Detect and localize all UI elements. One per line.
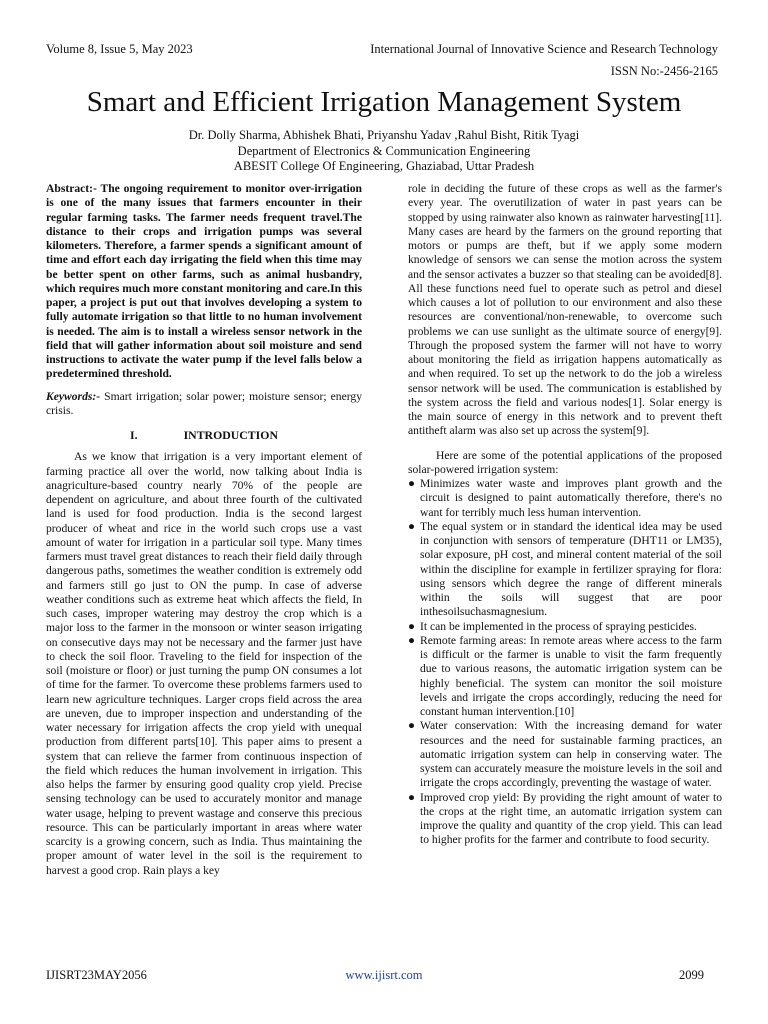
list-item: ● Minimizes water waste and improves plant growth and the circuit is designed to paint automatically therefore, there's no want for terribly much less human intervention. — [408, 477, 722, 519]
section-title: INTRODUCTION — [183, 428, 278, 442]
list-item: ● The equal system or in standard the identical idea may be used in conjunction with sensors of temperature (DHT11 or LM35), solar exposure, pH cost, and mineral content material of the soil within the discipline for example in fertilizer spraying for flora: using sensors which degree the range of different minerals within the soils will suggest that are poor inthesoilsuchasmagnesium. — [408, 519, 722, 619]
list-item: ● Improved crop yield: By providing the right amount of water to the crops at the right time, an automatic irrigation system can improve the quality and quantity of the crop yield. This can lead to higher profits for the farmer and contribute to food security. — [408, 790, 722, 847]
bullet-icon: ● — [408, 477, 416, 490]
list-item: ● Water conservation: With the increasing demand for water resources and the need for sustainable farming practices, an automatic irrigation system can help in conserving water. The system can accurately measure the moisture levels in the soil and irrigate the crops accordingly, preventing the wastage of water. — [408, 719, 722, 790]
bullet-icon: ● — [408, 719, 416, 733]
introduction-paragraph: As we know that irrigation is a very important element of farming practice all over the world, now talking about India is anagriculture-based country nearly 70% of the people are dependent on agriculture, and about three fourth of the cultivated land is used for food production. India is the second largest producer of wheat and rice in the world such crops use a vast amount of water for irrigation in a particular soil type. Many times farmers must travel great distances to reach their field daily through dangerous paths, sometimes the weather condition is extremely odd and farmers still go just to ON the pump. In case of adverse weather conditions such as extreme heat which affects the field, In such cases, improper watering may destroy the crop which is a major loss to the farmer in the monsoon or winter season irrigating on consecutive days may not be necessary and the farmer just have to check the soil floor. Traveling to the field for inspection of the soil (moisture or floor) or just turning the pump ON consumes a lot of time for the farmer. To overcome these problems farmers used to learn new agriculture techniques. Larger crops field across the area are uneven, due to improper inspection and understanding of the water necessary for irrigation affects the crop yield with unequal production from different parts[10]. This paper aims to present a system that can relieve the farmer from continuous inspection of the field which reduces the human involvement in irrigation. This also helps the farmer by ensuring good quality crop yield. Precise sensing technology can be used to accurately monitor and manage water usage, helping to prevent wastage and conserve this precious resource. This can be particularly important in areas where water scarcity is a growing concern, such as India. Thus maintaining the proper amount of water level in the soil is the requirement to harvest a good crop. Rain plays a key — [46, 450, 362, 877]
bullet-icon: ● — [408, 790, 416, 804]
paper-id: IJISRT23MAY2056 — [46, 968, 147, 982]
author-college: ABESIT College Of Engineering, Ghaziabad, Uttar Pradesh — [233, 159, 535, 173]
author-department: Department of Electronics & Communication Engineering — [237, 143, 531, 158]
left-column — [46, 182, 362, 878]
keywords-label: Keywords:- — [46, 389, 101, 403]
abstract: Abstract:- The ongoing requirement to monitor over-irrigation is one of the many issues that farmers encounter in their regular farming tasks. The farmer needs frequent travel.The distance to their crops and irrigation pumps was several kilometers. Therefore, a farmer spends a significant amount of time and effort each day irrigating the field when this time may be better spent on other farms, such as animal husbandry, which requires much more constant monitoring and care.In this paper, a project is put out that involves developing a system to fully automate irrigation so that little to no human involvement is needed. The aim is to install a wireless sensor network in the field that will gather information about soil moisture and send instructions to activate the water pump if the level falls below a predetermined threshold. — [46, 182, 362, 381]
website-link[interactable]: www.ijisrt.com — [345, 968, 423, 982]
applications-intro: Here are some of the potential applications of the proposed solar-powered irrigation system: — [408, 448, 722, 476]
volume-issue: Volume 8, Issue 5, May 2023 — [46, 42, 193, 56]
author-names: Dr. Dolly Sharma, Abhishek Bhati, Priyanshu Yadav ,Rahul Bisht, Ritik Tyagi — [188, 128, 580, 142]
author-block — [0, 128, 768, 175]
list-item: ● It can be implemented in the process of spraying pesticides. — [408, 619, 697, 633]
page-number: 2099 — [679, 968, 704, 982]
paper-title: Smart and Efficient Irrigation Management System — [86, 86, 682, 118]
section-heading — [46, 428, 362, 442]
keywords-text: Smart irrigation; solar power; moisture sensor; energy crisis. — [46, 389, 362, 417]
journal-name: International Journal of Innovative Science and Research Technology — [370, 42, 718, 56]
bullet-icon: ● — [408, 619, 416, 633]
issn-number: ISSN No:-2456-2165 — [610, 64, 718, 78]
applications-list — [408, 477, 722, 848]
keywords — [46, 390, 362, 419]
bullet-icon: ● — [408, 633, 416, 647]
bullet-icon: ● — [408, 519, 416, 533]
section-number: I. — [130, 428, 138, 442]
list-item: ● Remote farming areas: In remote areas where access to the farm is difficult or the farmer is unable to visit the farm frequently due to various reasons, the automatic irrigation system can be highly beneficial. The system can monitor the soil moisture levels and irrigate the crops accordingly, reducing the need for constant human intervention.[10] — [408, 633, 722, 718]
right-column — [408, 182, 722, 848]
introduction-continued: role in deciding the future of these crops as well as the farmer's every year. The overutilization of water in past years can be stopped by using rainwater also known as rainwater harvesting[11]. Many cases are heard by the farmers on the ground reporting that motors or pumps are theft, but if we apply some modern knowledge of sensors we can sense the motion across the system and the sensor activates a buzzer so that stealing can be avoided[8]. All these functions need fuel to operate such as petrol and diesel which causes a lot of pollution to our environment and also these resources are conventional/non-renewable, to overcome such problems we can use sunlight as the ultimate source of energy[9]. Through the proposed system the farmer will not have to worry about monitoring the field as irrigation happens automatically as and when required. To set up the network to do the job a wireless sensor network will be used. The communication is established by the system across the field and various nodes[1]. Solar energy is the main source of energy in this network and to prevent theft antitheft alarm was also set up across the system[9]. — [408, 182, 722, 438]
